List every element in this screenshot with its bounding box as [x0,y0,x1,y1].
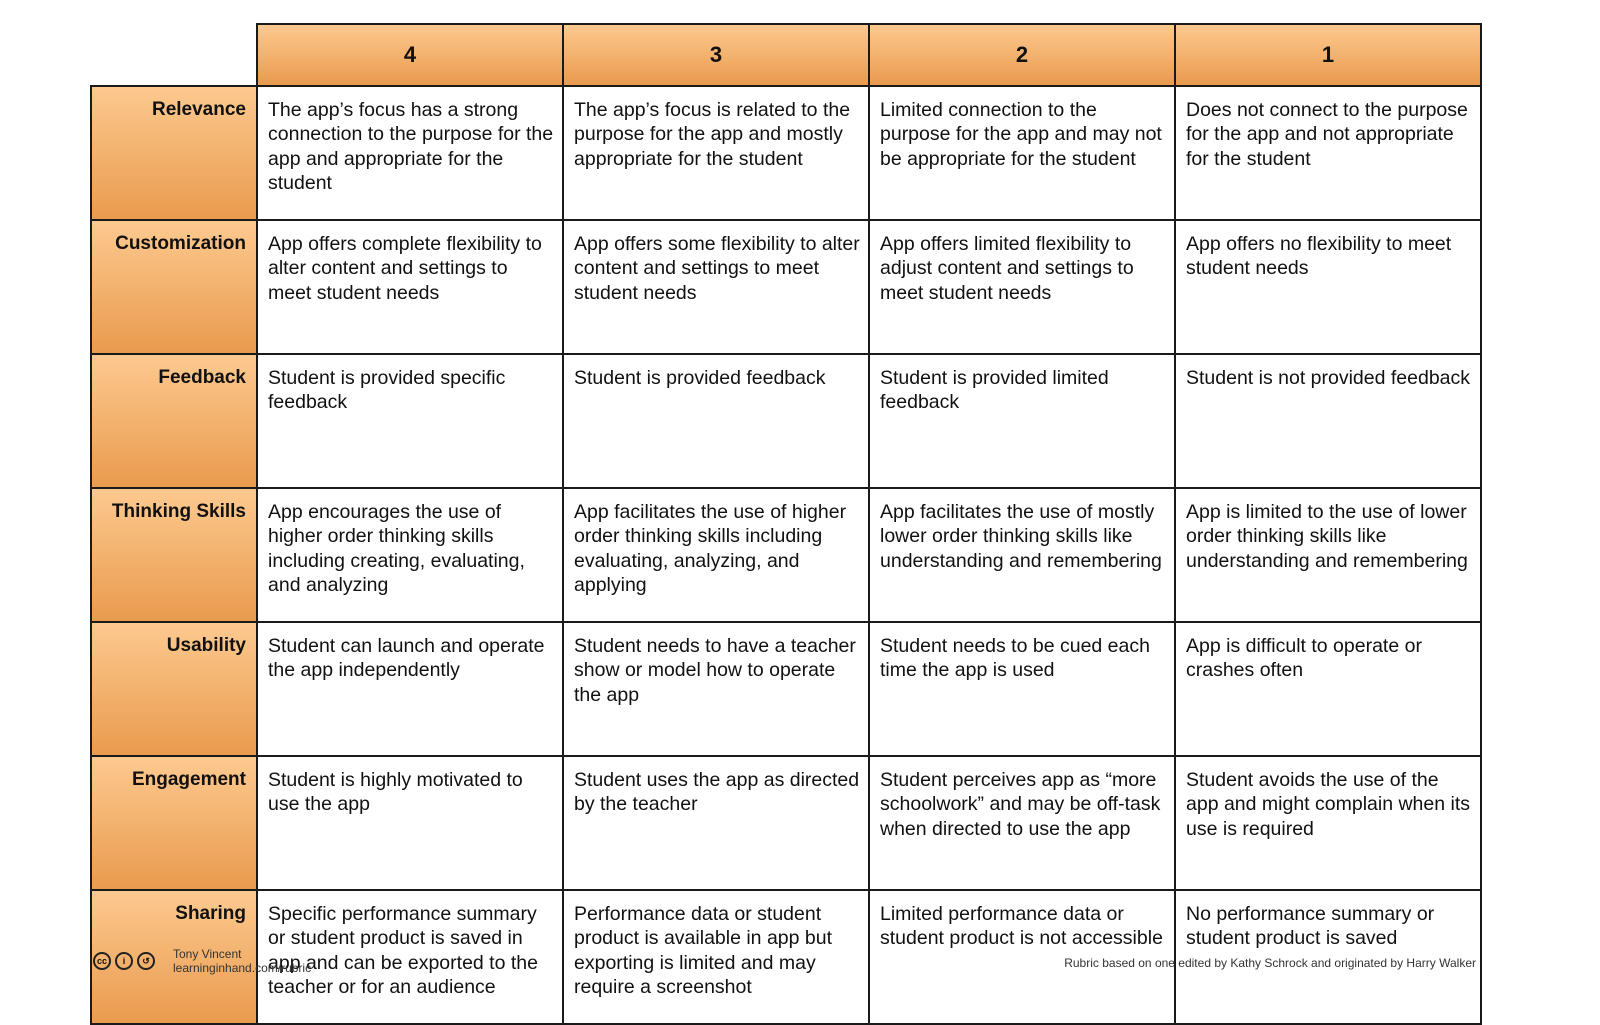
score-header: 2 [869,24,1175,86]
attribution-text: Rubric based on one edited by Kathy Schrock and originated by Harry Walker [1064,956,1476,970]
author-name: Tony Vincent [173,947,242,961]
descriptor-cell: Student perceives app as “more schoolwork” and may be off-task when directed to use the app [869,756,1175,890]
descriptor-cell: The app’s focus is related to the purpose for the app and mostly appropriate for the student [563,86,869,220]
descriptor-cell: Specific performance summary or student product is saved in app and can be exported to the teacher or for an audience [257,890,563,1024]
criterion-row [91,622,1481,756]
rubric-table [90,23,1482,1025]
descriptor-cell: Student is not provided feedback [1175,354,1481,488]
criterion-row [91,488,1481,622]
descriptor-cell: Student is provided specific feedback [257,354,563,488]
footer-credit [93,947,311,975]
descriptor-cell: Student is highly motivated to use the app [257,756,563,890]
descriptor-cell: App encourages the use of higher order thinking skills including creating, evaluating, and analyzing [257,488,563,622]
descriptor-cell: App facilitates the use of mostly lower order thinking skills like understanding and remembering [869,488,1175,622]
criterion-label: Customization [91,220,257,354]
corner-cell [91,24,257,86]
descriptor-cell: Student is provided feedback [563,354,869,488]
criterion-label: Sharing [91,890,257,1024]
score-header-row [91,24,1481,86]
descriptor-cell: Student is provided limited feedback [869,354,1175,488]
descriptor-cell: Does not connect to the purpose for the app and not appropriate for the student [1175,86,1481,220]
descriptor-cell: App is limited to the use of lower order thinking skills like understanding and remembering [1175,488,1481,622]
share-alike-icon: ↺ [137,952,155,970]
criterion-row [91,354,1481,488]
creative-commons-icon: cc [93,952,111,970]
criterion-label: Relevance [91,86,257,220]
attribution-icon: i [115,952,133,970]
criterion-label: Usability [91,622,257,756]
rubric-url[interactable]: learninginhand.com/rubric [173,961,312,975]
descriptor-cell: Student needs to have a teacher show or model how to operate the app [563,622,869,756]
descriptor-cell: Student uses the app as directed by the teacher [563,756,869,890]
criterion-label: Thinking Skills [91,488,257,622]
criterion-row [91,86,1481,220]
descriptor-cell: The app’s focus has a strong connection to the purpose for the app and appropriate for the student [257,86,563,220]
descriptor-cell: App offers some flexibility to alter content and settings to meet student needs [563,220,869,354]
descriptor-cell: App is difficult to operate or crashes often [1175,622,1481,756]
descriptor-cell: Limited connection to the purpose for the app and may not be appropriate for the student [869,86,1175,220]
descriptor-cell: App offers complete flexibility to alter content and settings to meet student needs [257,220,563,354]
criterion-row [91,220,1481,354]
descriptor-cell: Limited performance data or student product is not accessible [869,890,1175,1024]
score-header: 4 [257,24,563,86]
descriptor-cell: Student avoids the use of the app and might complain when its use is required [1175,756,1481,890]
descriptor-cell: Performance data or student product is available in app but exporting is limited and may require a screenshot [563,890,869,1024]
descriptor-cell: App offers limited flexibility to adjust content and settings to meet student needs [869,220,1175,354]
criterion-label: Feedback [91,354,257,488]
score-header: 3 [563,24,869,86]
criterion-label: Engagement [91,756,257,890]
descriptor-cell: App facilitates the use of higher order thinking skills including evaluating, analyzing, and applying [563,488,869,622]
descriptor-cell: Student can launch and operate the app independently [257,622,563,756]
score-header: 1 [1175,24,1481,86]
criterion-row [91,756,1481,890]
descriptor-cell: Student needs to be cued each time the app is used [869,622,1175,756]
descriptor-cell: App offers no flexibility to meet student needs [1175,220,1481,354]
descriptor-cell: No performance summary or student product is saved [1175,890,1481,1024]
